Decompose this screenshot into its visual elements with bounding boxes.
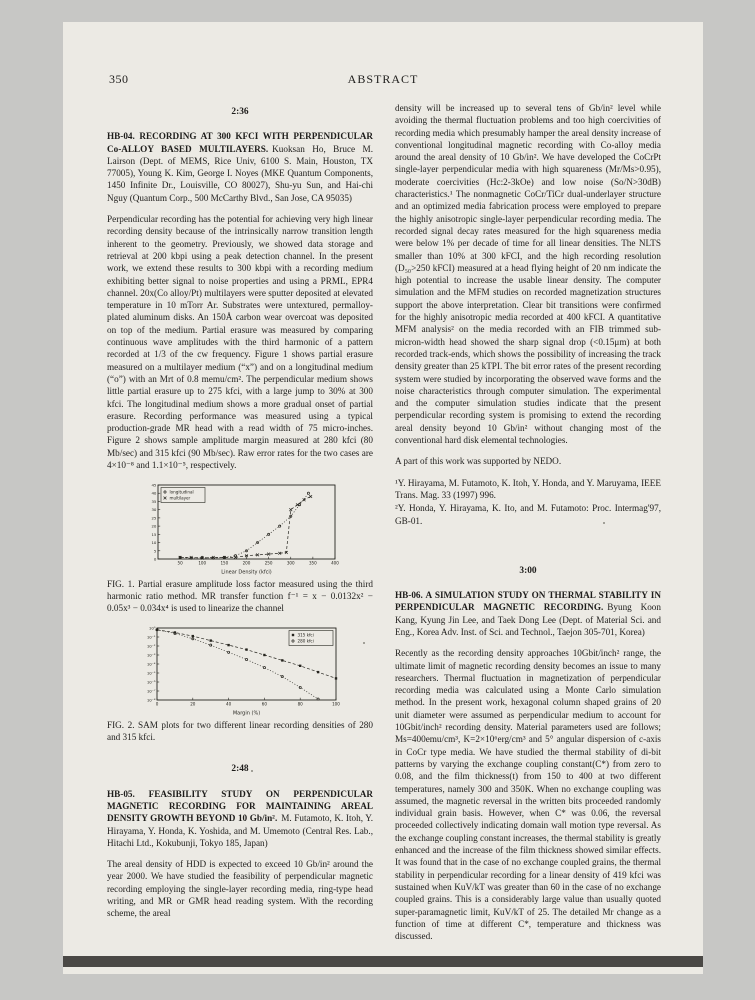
figure-2-chart [107,623,373,717]
svg-text:10⁰: 10⁰ [148,625,156,631]
abstract-hb04-authors: Kuoksan Ho, Bruce M. Lairson (Dept. of MEMS, Rice Univ, 6100 S. Main, Houston, TX 77005), Young K. Kim, George I. Noyes (MKE Quantum Components, 1450 Infinite Dr., Louisville, CO 80027), Shu-yu Sun, and Hai-chi Nguy (Quantum Corp., 500 McCarthy Blvd., San Jose, CA 95035) [107,143,373,203]
column-right [395,102,661,951]
page-header-title: ABSTRACT [347,72,419,86]
scan-speck [251,770,253,772]
svg-text:longitudinal: longitudinal [169,489,194,495]
svg-text:Margin (%): Margin (%) [232,710,261,717]
svg-text:5: 5 [153,548,157,554]
svg-text:10⁻⁸: 10⁻⁸ [146,697,156,703]
page-number: 350 [109,72,129,86]
svg-text:10⁻⁷: 10⁻⁷ [146,688,156,694]
svg-text:10⁻⁴: 10⁻⁴ [146,661,156,667]
abstract-hb06-heading [395,589,661,638]
abstract-hb05-heading [107,788,373,849]
abstract-hb04-heading [107,130,373,204]
abstract-hb04-title: HB-04. RECORDING AT 300 KFCI WITH PERPENDICULAR Co-ALLOY BASED MULTILAYERS. [107,131,373,154]
svg-text:100: 100 [198,560,207,566]
svg-text:10⁻³: 10⁻³ [146,652,156,658]
svg-text:15: 15 [151,532,157,538]
abstract-hb05-body-continued: density will be increased up to several tens of Gb/in² level while avoiding the thermal fluctuation problems and too high coercivities of recording media which presumably hamper the areal density increase of conventional longitudinal magnetic recording with Co-alloy media around the areal density of 10 Gb/in². We have developed the CoCrPt single-layer perpendicular media with high squareness (Mr/Ms>0.95), moderate coercivities (Hc:2-3kOe) and low noise (So/N>30dB) characteristics.¹ The nonmagnetic CoCr/TiCr dual-underlayer structure and an optimized media fabrication process were employed to prepare the highly anisotropic single-layer perpendicular recording media. The recorded signal decay rates measured for the high squareness media were below 1% per decade of time for all linear densities. The NLTS smaller than 10% at 300 kFCI, and the high recording resolution (D₅₀>250 kFCI) measured at a head flying height of 20 nm indicate the high potential to increase the usable linear density. The computer simulation and the MFM studies on recorded magnetization structures support the above interpretation. Clear bit transitions were confirmed for the highly anisotropic media recorded at 400 kFCI. A quantitative MFM analysis² on the media recorded with an FIB trimmed sub-micron-width head showed the sharp signal drop (<0.15μm) at both recorded track-ends, which shows the possibility of increasing the track density greater than 25 kTPI. The bit error rates of the present recording system were studied by incorporating the observed wave forms and the noise characteristics through computer simulation. The experimental and the computer simulation studies indicate that the present perpendicular recording system is promising to extend the recording areal density beyond 10 Gb/in² without changing most of the conventional hard disk elemental technologies. [395,103,661,446]
svg-text:200: 200 [242,560,251,566]
session-time-hb04: 2:36 [231,107,249,117]
svg-text:300: 300 [286,560,295,566]
page-header [63,72,703,88]
abstract-hb04-body: Perpendicular recording has the potential for achieving very high linear recording density because of the intrinsically narrow transition length inherent to the geometry. Previously, we showed data storage and retrieval at 200 kbpi using a peak detection channel. In the present work, we extend these results to 300 kbpi with a recording medium exhibiting better signal to noise properties and using a PRML, EPR4 channel. 20x(Co alloy/Pt) multilayers were sputter deposited at elevated temperature in 10 mTorr Ar. Substrates were untextured, permalloy-plated aluminum disks. An 150Å carbon wear overcoat was deposited on top of the medium. Partial erasure was measured by comparing continuous wave amplitudes with the third harmonic of a pattern recorded at 1/3 of the cw frequency. Figure 1 shows partial erasure measured on a multilayer medium (“x”) and on a longitudinal medium (“o”) with an Mrt of 0.8 memu/cm². The perpendicular medium shows little partial erasure up to 275 kfci, with a large jump to 30% at 300 kfci. The longitudinal medium shows a more gradual onset of partial erasure. Recording performance was measured using a typical production-grade MR head with a read width of 75 micro-inches. Figure 2 shows sample amplitude margin measured at 280 kfci (80 Mb/sec) and 315 kfci (90 Mb/sec). Raw error rates for the two cases are 4×10⁻⁸ and 1.1×10⁻⁵, respectively. [107,214,373,471]
svg-text:60: 60 [261,701,268,707]
reference-1: ¹Y. Hirayama, M. Futamoto, K. Itoh, Y. Honda, and Y. Maruyama, IEEE Trans. Mag. 33 (1997) 996. [395,477,661,500]
svg-text:10⁻²: 10⁻² [146,643,156,649]
scan-speck [603,522,605,524]
svg-text:20: 20 [151,523,157,529]
abstract-hb05-body: The areal density of HDD is expected to exceed 10 Gb/in² around the year 2000. We have studied the feasibility of perpendicular magnetic recording employing the single-layer recording media, ring-type head writing, and MR or GMR head reading system. With the recording scheme, the areal [107,859,373,919]
column-left [107,102,373,951]
two-column-layout [63,88,703,951]
svg-text:20: 20 [190,701,196,707]
svg-text:10⁻⁵: 10⁻⁵ [146,670,156,676]
svg-text:10: 10 [151,540,157,546]
svg-text:100: 100 [332,701,340,707]
figure-1-caption: FIG. 1. Partial erasure amplitude loss factor measured using the third harmonic ratio method. MR transfer function f⁻¹ = x − 0.0132x² − 0.05x³ − 0.034x⁴ is used to linearize the channel [107,579,373,614]
svg-text:315 kfci: 315 kfci [297,632,314,638]
session-time-hb05: 2:48 [231,764,249,775]
references [395,477,661,527]
figure-1-chart [107,480,373,576]
svg-text:30: 30 [151,507,157,513]
svg-text:80: 80 [297,701,303,707]
svg-text:250: 250 [264,560,273,566]
acknowledgment: A part of this work was supported by NEDO. [395,456,562,467]
svg-text:25: 25 [151,515,157,521]
svg-text:10⁻¹: 10⁻¹ [146,634,156,640]
svg-text:400: 400 [331,560,339,566]
svg-text:50: 50 [177,560,183,566]
scan-edge-shadow [63,956,703,967]
svg-text:40: 40 [151,491,157,497]
abstract-hb06-authors: Byung Koon Kang, Kyung Jin Lee, and Taek Dong Lee (Dept. of Material Sci. and Eng., Korea Adv. Inst. of Sci. and Technol., Taejon 305-701, Korea) [395,602,661,637]
svg-text:40: 40 [225,701,232,707]
figure-2-caption: FIG. 2. SAM plots for two different linear recording densities of 280 and 315 kfci. [107,720,373,743]
scan-page [63,22,703,974]
abstract-hb05-authors: M. Futamoto, K. Itoh, Y. Hirayama, Y. Honda, K. Yoshida, and M. Umemoto (Central Res. Lab., Hitachi Ltd., Kokubunji, Tokyo 185, Japan) [107,813,373,848]
svg-text:35: 35 [151,499,157,505]
scan-speck [363,642,365,644]
svg-text:0: 0 [153,556,157,562]
svg-text:150: 150 [220,560,229,566]
svg-text:Linear Density (kfci): Linear Density (kfci) [221,569,272,576]
session-time-hb06: 3:00 [519,565,537,576]
abstract-hb06-title: HB-06. A SIMULATION STUDY ON THERMAL STABILITY IN PERPENDICULAR MAGNETIC RECORDING. [395,590,661,613]
svg-text:0: 0 [155,701,159,707]
abstract-hb05-title: HB-05. FEASIBILITY STUDY ON PERPENDICULAR MAGNETIC RECORDING FOR MAINTAINING AREAL DENSITY GROWTH BEYOND 10 Gb/in². [107,788,373,824]
svg-text:10⁻⁶: 10⁻⁶ [146,679,156,685]
svg-text:350: 350 [308,560,317,566]
abstract-hb06-body: Recently as the recording density approaches 10Gbit/inch² range, the ultimate limit of magnetic recording density becomes an issue to many researchers. Thermal fluctuation in magnetization of perpendicular recording media was calculated using a Monte Carlo simulation method. In the present work, hexagonal column shaped grains of 20 unit diameter were assumed as perpendicular medium to account for 10Gbit/inch² recording density. Material parameters used are follows; Ms=400emu/cm³, K=2×10⁶erg/cm³ and 5° angular dispersion of c-axis in CoCr type media. We have studied the thermal stability of di-bit patterns by varying the exchange coupling constant(C*) from zero to 0.08, and the film thickness(t) from 150 to 400 at two different temperatures, namely 300 and 350K. When no exchange coupling was assumed, the magnetic reversal in the written bits proceeded randomly individual grain basis. However, when C* was 0.06, the reversal proceeded collectively indicating domain wall motion type reversal. As the exchange coupling constant increases, the thermal stability is greatly enhanced and the increase of the film thickness showed similar effects. It was found that in the case of no exchange coupled grains, the thermal stability in perpendicular recording for a linear density of 419 kfci was sustained when KuV/kT was greater than 60 in the case of no exchange coupled grains. This is a considerably large value than usually quoted super-paramagnetic limit, KuV/kT of 25. The detailed Mr change as a function of time at different C*, temperature and thickness was discussed. [395,648,661,942]
svg-text:280 kfci: 280 kfci [297,638,314,644]
svg-text:multilayer: multilayer [169,495,191,501]
svg-text:45: 45 [151,482,157,488]
reference-2: ²Y. Honda, Y. Hirayama, K. Ito, and M. Futamoto: Proc. Intermag'97, GB-01. [395,503,661,526]
